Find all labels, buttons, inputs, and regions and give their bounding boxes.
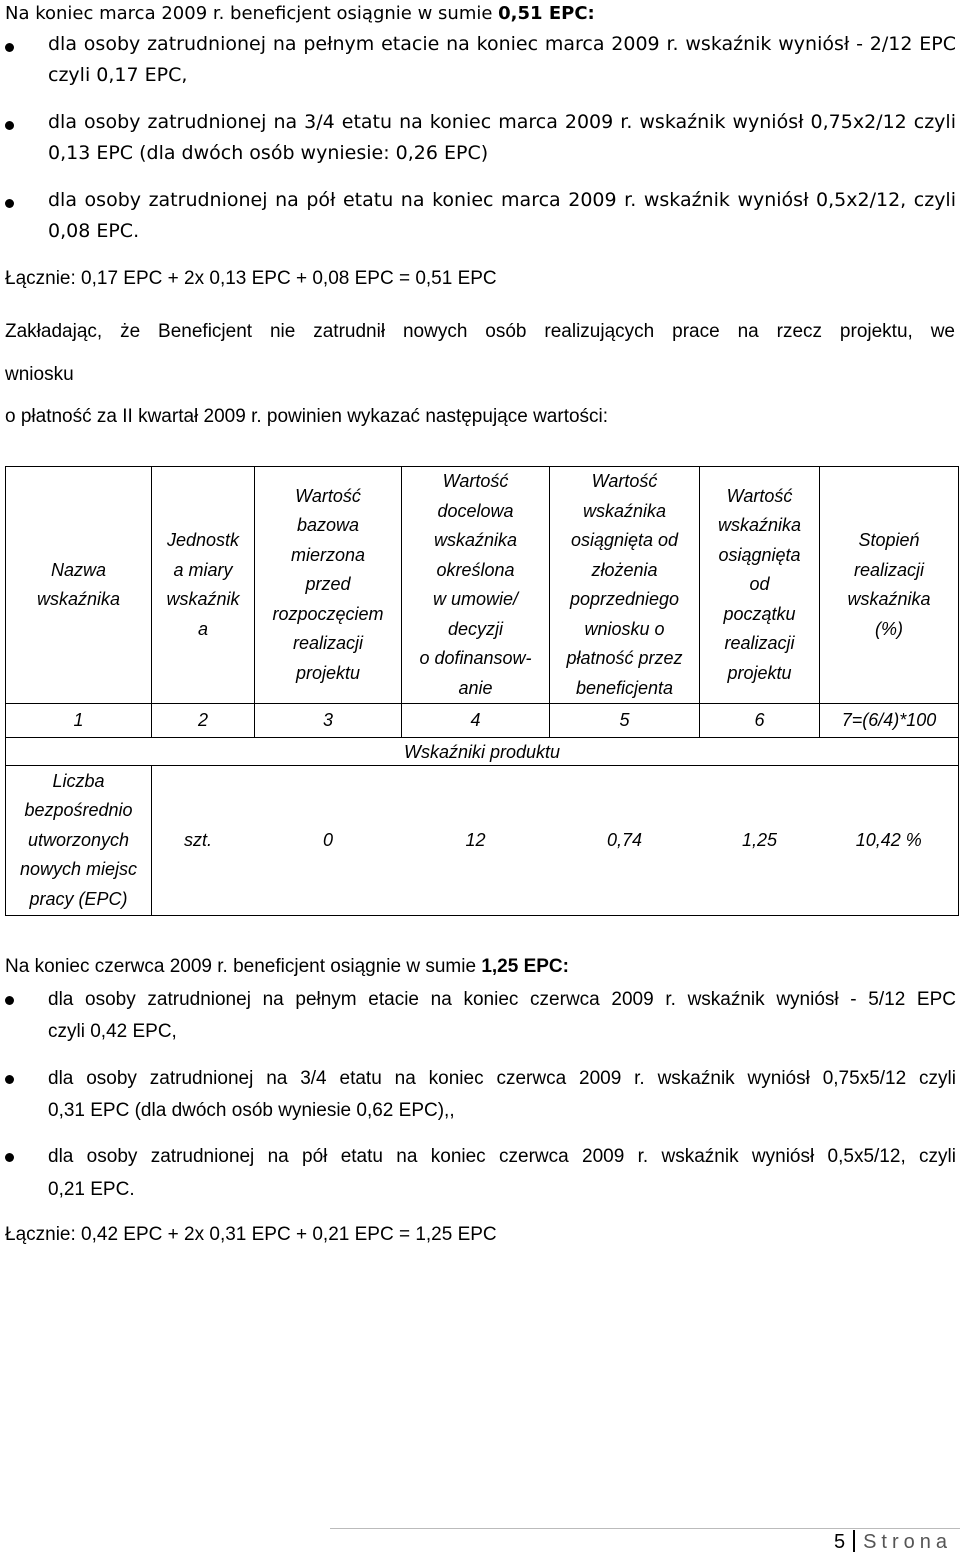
section-label: Wskaźniki produktu <box>6 738 959 766</box>
june-heading <box>5 955 569 979</box>
june-bullet-2-line-1: dla osoby zatrudnionej na 3/4 etatu na koniec czerwca 2009 r. wskaźnik wyniósł 0,75x5/12 czyli <box>48 1068 956 1089</box>
indicator-table <box>5 466 959 916</box>
column-number: 4 <box>402 704 550 738</box>
column-number: 2 <box>152 704 255 738</box>
table-cell: 0,74 <box>550 766 700 916</box>
header-cell <box>255 467 402 704</box>
page-footer <box>834 1530 952 1554</box>
header-label: Wartość docelowa wskaźnika określona w umowie/ decyzji o dofinansow- anie <box>419 471 532 698</box>
column-number: 5 <box>550 704 700 738</box>
june-bullet-3-line-1: dla osoby zatrudnionej na pół etatu na koniec czerwca 2009 r. wskaźnik wyniósł 0,5x5/12, czyli <box>48 1146 956 1167</box>
bullet <box>5 996 14 1005</box>
table-cell: 0 <box>255 766 402 916</box>
header-cell <box>6 467 152 704</box>
march-bullet-2-line-1: dla osoby zatrudnionej na 3/4 etatu na koniec marca 2009 r. wskaźnik wyniósł 0,75x2/12 czyli <box>48 111 956 133</box>
june-bullet-3-line-2: 0,21 EPC. <box>48 1179 135 1200</box>
march-bullet-1-line-2: czyli 0,17 EPC, <box>48 64 188 86</box>
intro-line-1: Zakładając, że Beneficjent nie zatrudnił nowych osób realizujących prace na rzecz projektu, we <box>5 321 955 342</box>
column-number: 6 <box>700 704 820 738</box>
indicator-name: Liczba bezpośrednio utworzonych nowych miejsc pracy (EPC) <box>19 770 138 909</box>
intro-line-3: o płatność za II kwartał 2009 r. powinien wykazać następujące wartości: <box>5 406 609 427</box>
bullet <box>5 43 14 52</box>
footer-separator <box>853 1530 855 1552</box>
table-header-row <box>6 467 959 704</box>
table-row <box>6 766 959 916</box>
column-number: 1 <box>6 704 152 738</box>
june-heading-total: 1,25 EPC: <box>481 956 569 977</box>
header-cell <box>700 467 820 704</box>
page-number: 5 <box>833 1531 846 1553</box>
header-label: Wartość wskaźnika osiągnięta od początku realizacji projektu <box>717 485 802 683</box>
bullet <box>5 199 14 208</box>
table-section-row <box>6 738 959 766</box>
march-heading-total: 0,51 EPC: <box>498 3 595 24</box>
table-cell: 12 <box>402 766 550 916</box>
header-cell <box>152 467 255 704</box>
march-bullet-2-line-2: 0,13 EPC (dla dwóch osób wyniesie: 0,26 EPC) <box>48 142 489 164</box>
march-heading <box>5 2 595 26</box>
footer-divider <box>330 1528 960 1529</box>
column-number: 3 <box>255 704 402 738</box>
march-bullet-3-line-1: dla osoby zatrudnionej na pół etatu na koniec marca 2009 r. wskaźnik wyniósł 0,5x2/12, czyli <box>48 189 956 211</box>
june-bullet-1-line-1: dla osoby zatrudnionej na pełnym etacie na koniec czerwca 2009 r. wskaźnik wyniósł - 5/12 EPC <box>48 989 956 1010</box>
table-cell: szt. <box>152 766 255 916</box>
table-number-row <box>6 704 959 738</box>
march-total: Łącznie: 0,17 EPC + 2x 0,13 EPC + 0,08 EPC = 0,51 EPC <box>5 268 497 289</box>
table-cell: 1,25 <box>700 766 820 916</box>
header-label: Jednostk a miary wskaźnik a <box>166 530 240 639</box>
header-label: Stopień realizacji wskaźnika (%) <box>847 530 931 639</box>
page-label: Strona <box>863 1531 952 1553</box>
bullet <box>5 1153 14 1162</box>
header-label: Nazwa wskaźnika <box>36 559 121 609</box>
column-number: 7=(6/4)*100 <box>820 704 959 738</box>
june-total: Łącznie: 0,42 EPC + 2x 0,31 EPC + 0,21 EPC = 1,25 EPC <box>5 1224 497 1245</box>
bullet <box>5 121 14 130</box>
table-cell <box>6 766 152 916</box>
june-bullet-2-line-2: 0,31 EPC (dla dwóch osób wyniesie 0,62 EPC),, <box>48 1100 455 1121</box>
table-cell: 10,42 % <box>820 766 959 916</box>
header-cell <box>550 467 700 704</box>
june-heading-text: Na koniec czerwca 2009 r. beneficjent osiągnie w sumie <box>5 956 482 977</box>
header-cell <box>402 467 550 704</box>
march-bullet-1-line-1: dla osoby zatrudnionej na pełnym etacie na koniec marca 2009 r. wskaźnik wyniósł - 2/12 EPC <box>48 33 956 55</box>
intro-line-2: wniosku <box>5 364 74 385</box>
header-label: Wartość bazowa mierzona przed rozpoczęciem realizacji projektu <box>272 485 384 683</box>
june-bullet-1-line-2: czyli 0,42 EPC, <box>48 1021 177 1042</box>
march-heading-text: Na koniec marca 2009 r. beneficjent osiągnie w sumie <box>5 3 499 24</box>
header-cell <box>820 467 959 704</box>
march-bullet-3-line-2: 0,08 EPC. <box>48 220 140 242</box>
bullet <box>5 1075 14 1084</box>
header-label: Wartość wskaźnika osiągnięta od złożenia poprzedniego wniosku o płatność przez beneficjenta <box>566 471 683 698</box>
